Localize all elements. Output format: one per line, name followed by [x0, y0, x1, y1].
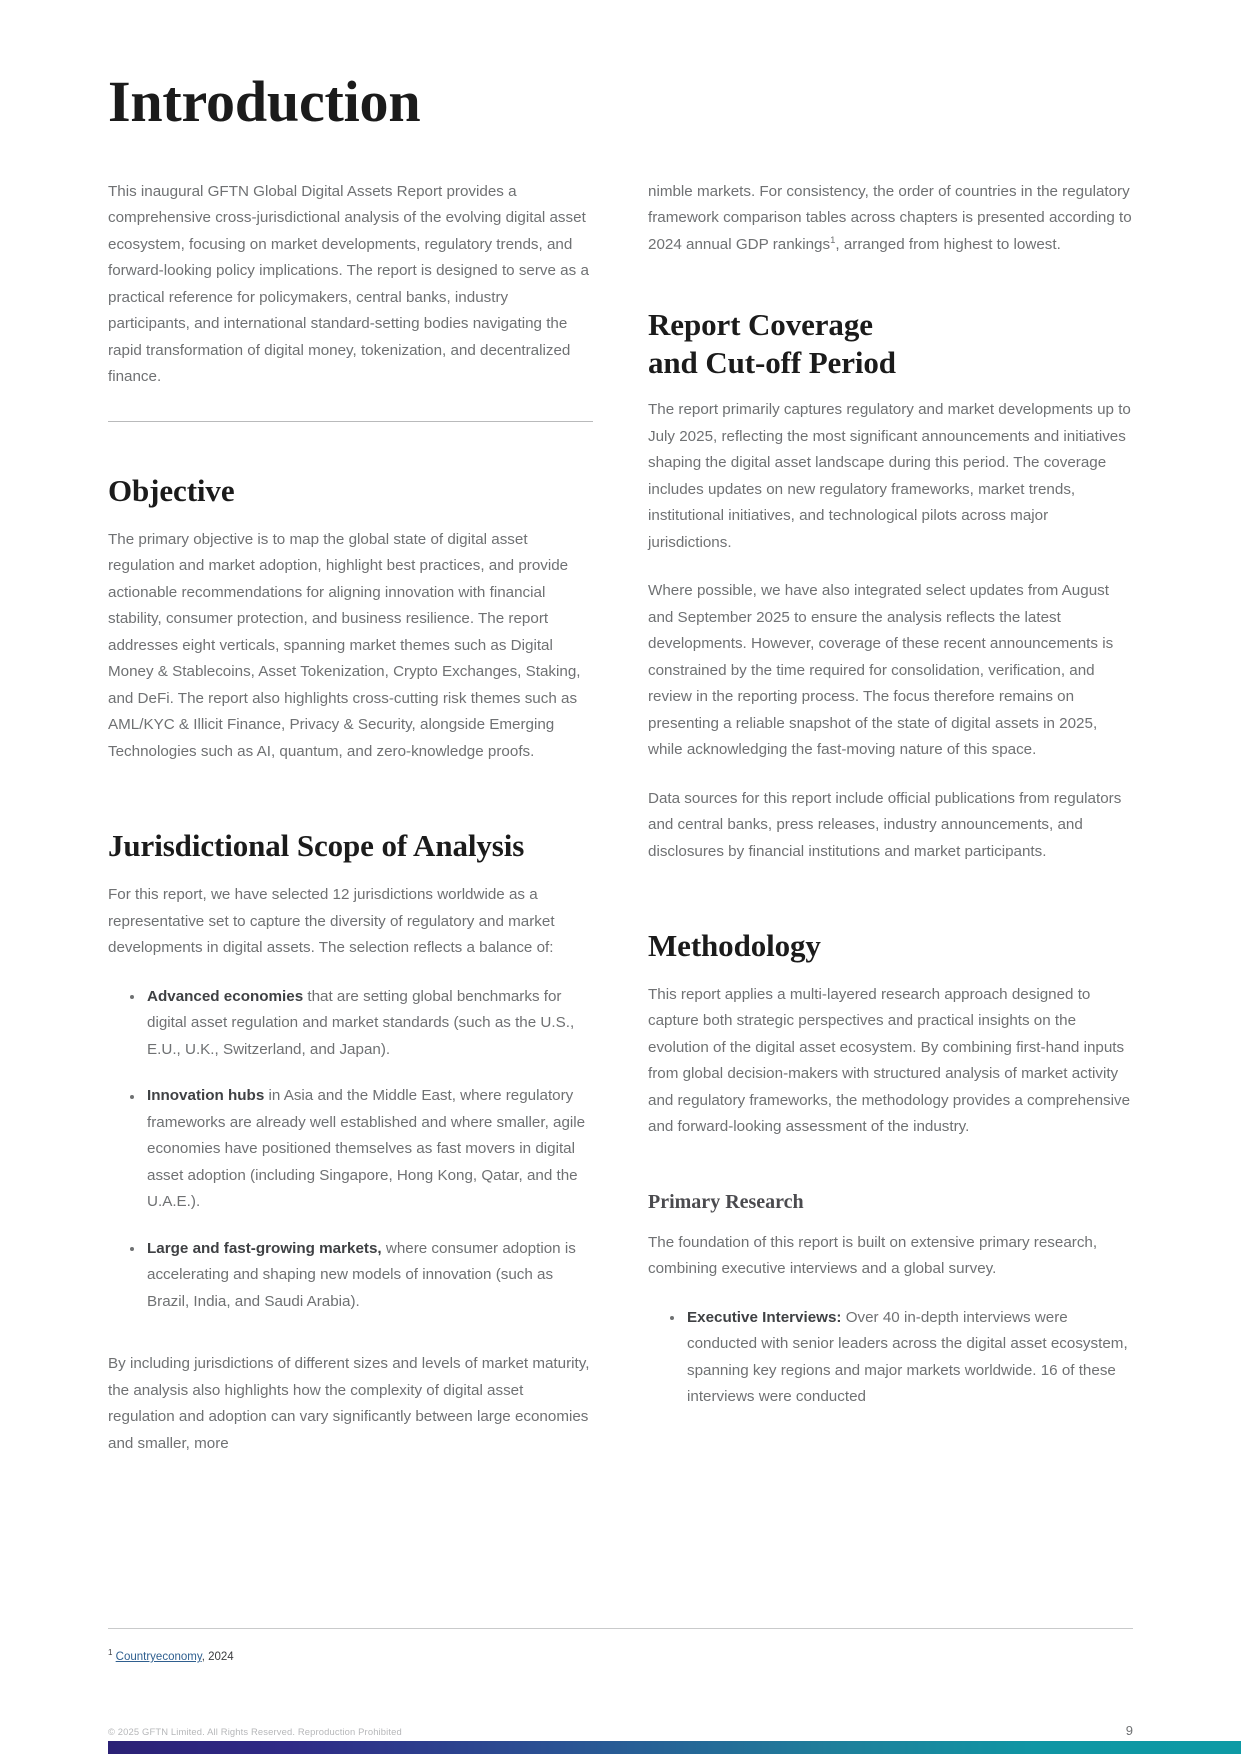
footnote-marker: 1	[108, 1648, 113, 1658]
page-title: Introduction	[108, 69, 421, 134]
primary-research-paragraph: The foundation of this report is built on extensive primary research, combining executive interviews and a global survey.	[648, 1233, 1098, 1278]
list-item	[648, 1305, 1133, 1411]
report-coverage-paragraph-3: Data sources for this report include official publications from regulators and central banks, press releases, industry announcements, and disclosures by financial institutions and market participants.	[648, 789, 1122, 860]
report-coverage-paragraph-2: Where possible, we have also integrated select updates from August and September 2025 to ensure the analysis reflects the latest developments. However, coverage of these recent announcements is constrained by the time required for consolidation, verification, and review in the reporting process. The focus therefore remains on presenting a reliable snapshot of the state of digital assets in 2025, while acknowledging the fast-moving nature of this space.	[648, 582, 1114, 759]
page-content	[108, 69, 1133, 1457]
footnote-text	[108, 1649, 1133, 1665]
page-number: 9	[1125, 1723, 1133, 1738]
list-item	[108, 1236, 593, 1316]
copyright-notice: © 2025 GFTN Limited. All Rights Reserved. Reproduction Prohibited	[108, 1726, 402, 1737]
right-column	[648, 179, 1133, 1433]
bullet-lead: Advanced economies	[147, 987, 304, 1005]
bullet-lead: Innovation hubs	[147, 1087, 265, 1105]
continuation-paragraph	[648, 179, 1133, 259]
continuation-text-part2: , arranged from highest to lowest.	[835, 235, 1061, 253]
left-column	[108, 179, 593, 1457]
continuation-text-part1: nimble markets. For consistency, the order of countries in the regulatory framework comparison tables across chapters is presented according to 2024 annual GDP rankings	[648, 182, 1132, 253]
methodology-paragraph: This report applies a multi-layered research approach designed to capture both strategic perspectives and practical insights on the evolution of the digital asset ecosystem. By combining first-hand inputs from global decision-makers with structured analysis of market activity and regulatory frameworks, the methodology provides a comprehensive and forward-looking assessment of the industry.	[648, 985, 1131, 1136]
two-column-layout	[108, 179, 1133, 1457]
intro-paragraph: This inaugural GFTN Global Digital Assets Report provides a comprehensive cross-jurisdictional analysis of the evolving digital asset ecosystem, focusing on market developments, regulatory trends, and forward-looking policy implications. The report is designed to serve as a practical reference for policymakers, central banks, industry participants, and international standard-setting bodies navigating the rapid transformation of digital money, tokenization, and decentralized finance.	[108, 182, 589, 386]
spacer	[648, 887, 1133, 927]
footer-gradient-bar	[108, 1741, 1241, 1754]
footnote-divider	[108, 1628, 1133, 1629]
jurisdiction-bullet-list	[108, 984, 593, 1316]
primary-research-bullet-list	[648, 1305, 1133, 1411]
footnote-link[interactable]: Countryeconomy	[115, 1651, 202, 1663]
list-item	[108, 1083, 593, 1216]
section-divider	[108, 421, 593, 422]
bullet-text: that are setting global benchmarks for digital asset regulation and market standards (such as the U.S., E.U., U.K., Switzerland, and Japan).	[147, 987, 575, 1058]
bullet-lead: Large and fast-growing markets,	[147, 1239, 382, 1257]
report-coverage-heading-line2: and Cut-off Period	[648, 345, 896, 381]
report-coverage-heading-line1: Report Coverage	[648, 307, 873, 343]
bullet-text: in Asia and the Middle East, where regulatory frameworks are already well established and where smaller, agile economies have positioned themselves as fast movers in digital asset adoption (including Singapore, Hong Kong, Qatar, and the U.A.E.).	[147, 1087, 586, 1211]
spacer	[108, 1337, 593, 1351]
spacer	[108, 787, 593, 827]
footnote-area	[108, 1628, 1133, 1665]
report-coverage-heading	[648, 306, 1133, 382]
bullet-text: Over 40 in-depth interviews were conducted with senior leaders across the digital asset ecosystem, spanning key regions and major markets worldwide. 16 of these interviews were conducted	[687, 1308, 1128, 1406]
objective-heading: Objective	[108, 472, 235, 508]
bullet-text: where consumer adoption is accelerating and shaping new models of innovation (such as Brazil, India, and Saudi Arabia).	[147, 1239, 576, 1310]
jurisdictional-scope-heading: Jurisdictional Scope of Analysis	[108, 828, 525, 864]
primary-research-heading: Primary Research	[648, 1190, 804, 1213]
footnote-reference[interactable]: 1	[830, 234, 836, 246]
jurisdictional-scope-closing: By including jurisdictions of different sizes and levels of market maturity, the analysis also highlights how the complexity of digital asset regulation and adoption can vary significantly between large economies and smaller, more	[108, 1355, 590, 1452]
objective-paragraph: The primary objective is to map the global state of digital asset regulation and market adoption, highlight best practices, and provide actionable recommendations for aligning innovation with financial stability, consumer protection, and business resilience. The report addresses eight verticals, spanning market themes such as Digital Money & Stablecoins, Asset Tokenization, Crypto Exchanges, Staking, and DeFi. The report also highlights cross-cutting risk themes such as AML/KYC & Illicit Finance, Privacy & Security, alongside Emerging Technologies such as AI, quantum, and zero-knowledge proofs.	[108, 530, 581, 760]
spacer	[648, 1163, 1133, 1189]
footnote-rest: , 2024	[201, 1651, 234, 1663]
jurisdictional-scope-intro: For this report, we have selected 12 jurisdictions worldwide as a representative set to capture the diversity of regulatory and market developments in digital assets. The selection reflects a balance of:	[108, 886, 555, 957]
list-item	[108, 984, 593, 1064]
page-footer	[108, 1723, 1133, 1738]
spacer	[648, 280, 1133, 306]
methodology-heading: Methodology	[648, 928, 821, 964]
bullet-lead: Executive Interviews:	[687, 1308, 842, 1326]
report-coverage-paragraph-1: The report primarily captures regulatory and market developments up to July 2025, reflecting the most significant announcements and initiatives shaping the digital asset landscape during this period. The coverage includes updates on new regulatory frameworks, market trends, institutional initiatives, and technological pilots across major jurisdictions.	[648, 401, 1131, 551]
